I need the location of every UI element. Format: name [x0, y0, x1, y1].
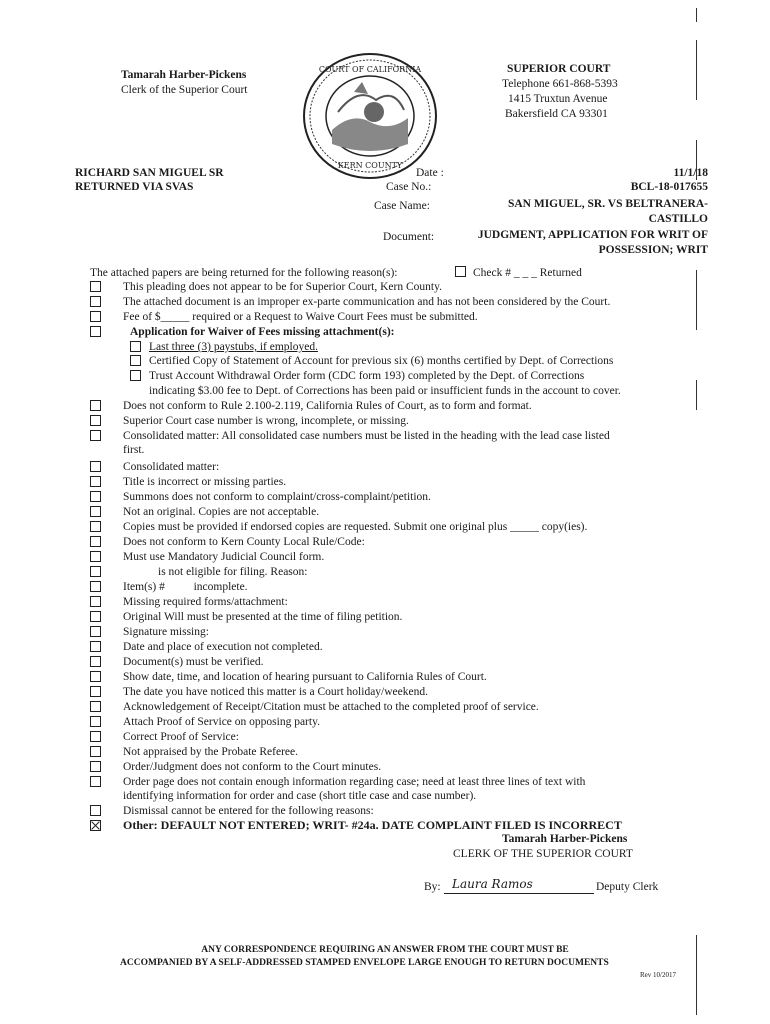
case-name-line1: SAN MIGUEL, SR. VS BELTRANERA-: [507, 198, 708, 210]
sub-reason-text: Trust Account Withdrawal Order form (CDC form 193) completed by the Dept. of Corrections: [149, 370, 585, 382]
reason-text: Order/Judgment does not conform to the Court minutes.: [123, 761, 382, 773]
reason-text: Application for Waiver of Fees missing attachment(s):: [130, 326, 395, 338]
case-name-label: Case Name:: [374, 200, 430, 212]
reason-text: Does not conform to Kern County Local Rule/Code:: [123, 536, 365, 548]
reason-checkbox[interactable]: [90, 476, 101, 487]
reason-checkbox[interactable]: [90, 746, 101, 757]
reason-text: identifying information for order and case (short title case and case number).: [123, 790, 477, 802]
reason-text: Acknowledgement of Receipt/Citation must be attached to the completed proof of service.: [123, 701, 539, 713]
returned-intro: The attached papers are being returned for the following reason(s):: [90, 267, 398, 279]
check-returned-checkbox[interactable]: [455, 266, 466, 277]
reason-checkbox[interactable]: [90, 461, 101, 472]
reason-checkbox[interactable]: [90, 551, 101, 562]
court-name: SUPERIOR COURT: [507, 63, 611, 75]
reason-text: Correct Proof of Service:: [123, 731, 239, 743]
other-reason-text: Other: DEFAULT NOT ENTERED; WRIT- #24a. DATE COMPLAINT FILED IS INCORRECT: [123, 818, 622, 832]
reason-text: Document(s) must be verified.: [123, 656, 264, 668]
reason-text: first.: [123, 444, 145, 456]
date-label: Date :: [416, 167, 444, 179]
reason-checkbox[interactable]: [90, 656, 101, 667]
reason-checkbox[interactable]: [90, 641, 101, 652]
reason-text: Not an original. Copies are not acceptable.: [123, 506, 320, 518]
court-city: Bakersfield CA 93301: [505, 108, 608, 120]
reason-text: Date and place of execution not completed.: [123, 641, 323, 653]
reason-text: Original Will must be presented at the time of filing petition.: [123, 611, 403, 623]
case-no-value: BCL-18-017655: [630, 181, 708, 193]
svg-text:KERN COUNTY: KERN COUNTY: [337, 161, 403, 170]
reason-text: Title is incorrect or missing parties.: [123, 476, 287, 488]
sub-reason-checkbox[interactable]: [130, 370, 141, 381]
reason-checkbox[interactable]: [90, 415, 101, 426]
clerk-title: Clerk of the Superior Court: [121, 84, 248, 96]
deputy-clerk-label: Deputy Clerk: [596, 881, 659, 893]
sub-reason-checkbox[interactable]: [130, 341, 141, 352]
footer-line-1: [0, 945, 770, 955]
reason-text: Show date, time, and location of hearing pursuant to California Rules of Court.: [123, 671, 487, 683]
sub-reason-checkbox[interactable]: [130, 355, 141, 366]
reason-checkbox[interactable]: [90, 731, 101, 742]
document-label: Document:: [383, 231, 435, 243]
court-street: 1415 Truxtun Avenue: [508, 93, 608, 105]
clerk-name: Tamarah Harber-Pickens: [121, 69, 247, 81]
document-line2: POSSESSION; WRIT: [598, 244, 708, 256]
reason-checkbox[interactable]: [90, 686, 101, 697]
reason-checkbox[interactable]: [90, 296, 101, 307]
reason-text: Must use Mandatory Judicial Council form.: [123, 551, 325, 563]
reason-checkbox[interactable]: [90, 701, 101, 712]
revision-label: Rev 10/2017: [640, 971, 676, 979]
by-label: By:: [424, 881, 441, 893]
footer-line-2: ACCOMPANIED BY A SELF-ADDRESSED STAMPED ENVELOPE LARGE ENOUGH TO RETURN DOCUMENTS: [120, 958, 609, 968]
court-seal-icon: [302, 52, 438, 180]
reason-checkbox[interactable]: [90, 326, 101, 337]
reason-text: Signature missing:: [123, 626, 209, 638]
reason-text: Fee of $_____ required or a Request to Waive Court Fees must be submitted.: [123, 311, 478, 323]
reason-text: Item(s) # incomplete.: [123, 581, 248, 593]
reason-checkbox[interactable]: [90, 761, 101, 772]
scan-edge-mark: [696, 40, 697, 100]
reason-checkbox[interactable]: [90, 716, 101, 727]
reason-text: Superior Court case number is wrong, incomplete, or missing.: [123, 415, 409, 427]
reason-checkbox[interactable]: [90, 611, 101, 622]
case-name-line2: CASTILLO: [648, 213, 708, 225]
reason-text: Consolidated matter:: [123, 461, 220, 473]
reason-text: Order page does not contain enough information regarding case; need at least three lines of text with: [123, 776, 586, 788]
recipient-method: RETURNED VIA SVAS: [75, 181, 194, 193]
sub-reason-text: Last three (3) paystubs, if employed.: [149, 341, 318, 353]
reason-checkbox[interactable]: [90, 626, 101, 637]
reason-text: Attach Proof of Service on opposing party.: [123, 716, 320, 728]
date-value: 11/1/18: [673, 167, 708, 179]
signer-signature: Laura Ramos: [452, 877, 533, 891]
reason-checkbox[interactable]: [90, 776, 101, 787]
reason-text: Not appraised by the Probate Referee.: [123, 746, 298, 758]
signature-name: Tamarah Harber-Pickens: [502, 833, 628, 845]
reason-checkbox[interactable]: [90, 281, 101, 292]
reason-checkbox[interactable]: [90, 566, 101, 577]
reason-text: Summons does not conform to complaint/cross-complaint/petition.: [123, 491, 431, 503]
scan-edge-mark: [696, 270, 697, 330]
reason-checkbox[interactable]: [90, 311, 101, 322]
scan-edge-mark: [696, 380, 697, 410]
court-phone: Telephone 661-868-5393: [502, 78, 618, 90]
reason-checkbox[interactable]: [90, 581, 101, 592]
svg-text:COURT OF CALIFORNIA: COURT OF CALIFORNIA: [318, 65, 422, 74]
reason-checkbox[interactable]: [90, 430, 101, 441]
reason-text: The attached document is an improper ex-parte communication and has not been considered by the Court.: [123, 296, 611, 308]
reason-text: Copies must be provided if endorsed copies are requested. Submit one original plus _____ copy(ies).: [123, 521, 588, 533]
case-no-label: Case No.:: [386, 181, 432, 193]
sub-reason-text: indicating $3.00 fee to Dept. of Corrections has been paid or insufficient funds in the account to cover.: [149, 385, 621, 397]
reason-text: The date you have noticed this matter is a Court holiday/weekend.: [123, 686, 428, 698]
reason-text: Does not conform to Rule 2.100-2.119, California Rules of Court, as to form and format.: [123, 400, 532, 412]
reason-text: Missing required forms/attachment:: [123, 596, 288, 608]
reason-checkbox[interactable]: [90, 491, 101, 502]
reason-text: This pleading does not appear to be for Superior Court, Kern County.: [123, 281, 442, 293]
reason-checkbox[interactable]: [90, 536, 101, 547]
reason-checkbox[interactable]: [90, 805, 101, 816]
scan-edge-mark: [696, 8, 697, 22]
check-returned-label: Check # _ _ _ Returned: [473, 267, 582, 279]
document-line1: JUDGMENT, APPLICATION FOR WRIT OF: [477, 229, 708, 241]
reason-text: is not eligible for filing. Reason:: [158, 566, 308, 578]
reason-checkbox[interactable]: [90, 400, 101, 411]
reason-text: Consolidated matter: All consolidated case numbers must be listed in the heading with the lead case listed: [123, 430, 610, 442]
other-checkbox-checked[interactable]: [90, 820, 101, 831]
reason-text: Dismissal cannot be entered for the following reasons:: [123, 805, 374, 817]
footer-line-1-text: ANY CORRESPONDENCE REQUIRING AN ANSWER FROM THE COURT MUST BE: [201, 945, 569, 955]
recipient-name: RICHARD SAN MIGUEL SR: [75, 167, 224, 179]
sub-reason-text: Certified Copy of Statement of Account for previous six (6) months certified by Dept. of Corrections: [149, 355, 614, 367]
reason-checkbox[interactable]: [90, 506, 101, 517]
signature-line: [444, 893, 594, 894]
reason-checkbox[interactable]: [90, 596, 101, 607]
reason-checkbox[interactable]: [90, 521, 101, 532]
reason-checkbox[interactable]: [90, 671, 101, 682]
signature-title: CLERK OF THE SUPERIOR COURT: [453, 848, 633, 860]
